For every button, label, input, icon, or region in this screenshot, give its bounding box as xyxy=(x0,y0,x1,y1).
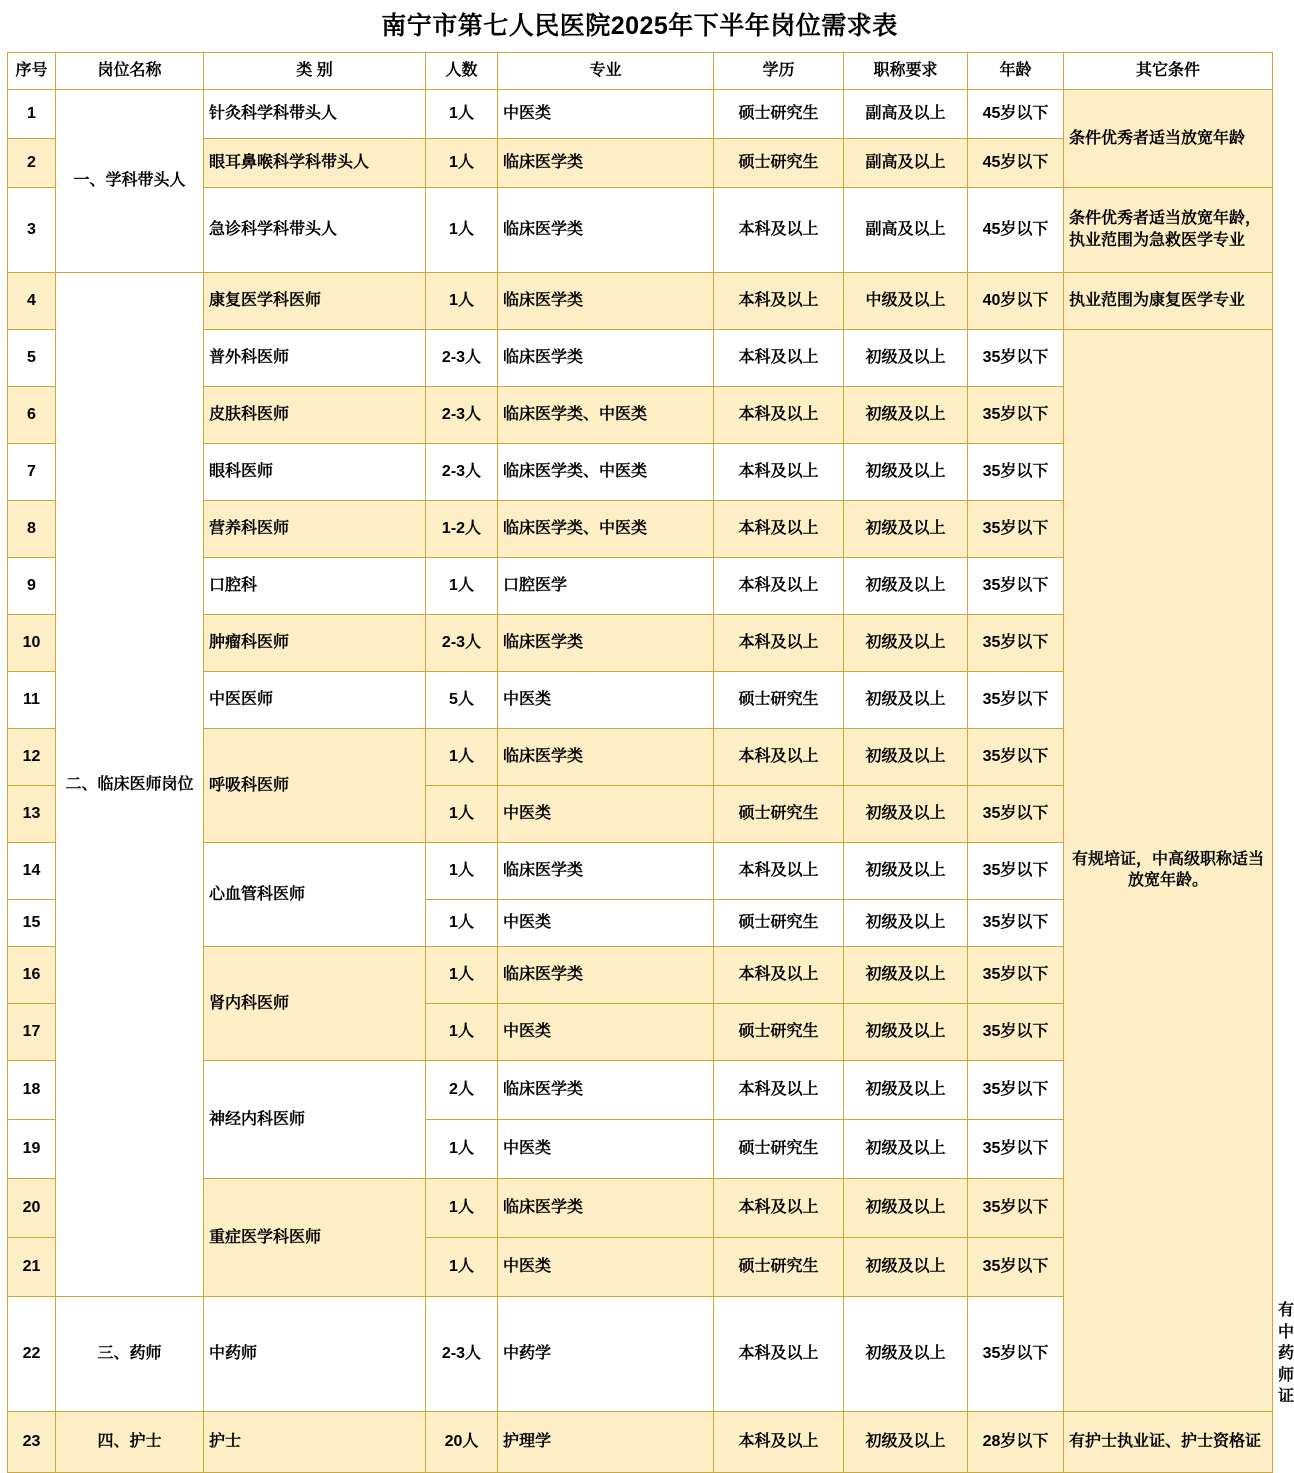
cell-other-condition: 有规培证，中高级职称适当放宽年龄。 xyxy=(1064,330,1273,1412)
cell-major: 中医类 xyxy=(498,900,714,947)
cell-other-condition: 有护士执业证、护士资格证 xyxy=(1064,1411,1273,1472)
cell-age: 35岁以下 xyxy=(968,729,1064,786)
cell-age: 35岁以下 xyxy=(968,900,1064,947)
cell-age: 35岁以下 xyxy=(968,615,1064,672)
cell-major: 中药学 xyxy=(498,1297,714,1412)
cell-age: 35岁以下 xyxy=(968,1120,1064,1179)
cell-no: 1 xyxy=(8,90,56,139)
cell-education: 本科及以上 xyxy=(714,1061,844,1120)
cell-age: 35岁以下 xyxy=(968,330,1064,387)
cell-education: 硕士研究生 xyxy=(714,672,844,729)
cell-no: 23 xyxy=(8,1411,56,1472)
cell-age: 35岁以下 xyxy=(968,1061,1064,1120)
cell-no: 5 xyxy=(8,330,56,387)
cell-count: 1人 xyxy=(426,1004,498,1061)
table-header xyxy=(8,53,1273,90)
cell-category: 肿瘤科医师 xyxy=(204,615,426,672)
cell-education: 本科及以上 xyxy=(714,558,844,615)
cell-major: 中医类 xyxy=(498,1004,714,1061)
cell-count: 2-3人 xyxy=(426,330,498,387)
cell-title-requirement: 初级及以上 xyxy=(844,1411,968,1472)
cell-count: 1人 xyxy=(426,900,498,947)
cell-age: 35岁以下 xyxy=(968,672,1064,729)
cell-count: 1人 xyxy=(426,947,498,1004)
cell-title-requirement: 初级及以上 xyxy=(844,729,968,786)
cell-education: 硕士研究生 xyxy=(714,1120,844,1179)
cell-education: 硕士研究生 xyxy=(714,900,844,947)
cell-count: 2人 xyxy=(426,1061,498,1120)
header-count: 人数 xyxy=(426,53,498,90)
cell-education: 本科及以上 xyxy=(714,1179,844,1238)
cell-category: 中医医师 xyxy=(204,672,426,729)
cell-title-requirement: 初级及以上 xyxy=(844,1238,968,1297)
cell-title-requirement: 初级及以上 xyxy=(844,1297,968,1412)
cell-major: 中医类 xyxy=(498,1120,714,1179)
cell-major: 临床医学类 xyxy=(498,139,714,188)
cell-age: 35岁以下 xyxy=(968,1238,1064,1297)
cell-title-requirement: 初级及以上 xyxy=(844,444,968,501)
cell-category: 眼耳鼻喉科学科带头人 xyxy=(204,139,426,188)
cell-category: 中药师 xyxy=(204,1297,426,1412)
cell-education: 本科及以上 xyxy=(714,1297,844,1412)
cell-no: 13 xyxy=(8,786,56,843)
table-row xyxy=(8,1411,1273,1472)
cell-major: 口腔医学 xyxy=(498,558,714,615)
cell-count: 1人 xyxy=(426,729,498,786)
cell-education: 本科及以上 xyxy=(714,729,844,786)
cell-no: 22 xyxy=(8,1297,56,1412)
cell-other-condition: 条件优秀者适当放宽年龄 xyxy=(1064,90,1273,188)
cell-count: 1人 xyxy=(426,786,498,843)
cell-count: 1人 xyxy=(426,90,498,139)
cell-major: 护理学 xyxy=(498,1411,714,1472)
cell-education: 硕士研究生 xyxy=(714,139,844,188)
cell-no: 21 xyxy=(8,1238,56,1297)
page-title: 南宁市第七人民医院2025年下半年岗位需求表 xyxy=(381,12,898,40)
cell-education: 本科及以上 xyxy=(714,501,844,558)
header-title-requirement: 职称要求 xyxy=(844,53,968,90)
cell-age: 35岁以下 xyxy=(968,1004,1064,1061)
cell-count: 20人 xyxy=(426,1411,498,1472)
table-row xyxy=(8,273,1273,330)
cell-major: 临床医学类 xyxy=(498,729,714,786)
cell-title-requirement: 副高及以上 xyxy=(844,139,968,188)
cell-education: 硕士研究生 xyxy=(714,786,844,843)
cell-no: 19 xyxy=(8,1120,56,1179)
cell-title-requirement: 初级及以上 xyxy=(844,1004,968,1061)
cell-age: 35岁以下 xyxy=(968,1179,1064,1238)
cell-no: 18 xyxy=(8,1061,56,1120)
cell-category: 口腔科 xyxy=(204,558,426,615)
cell-count: 1人 xyxy=(426,1120,498,1179)
cell-education: 硕士研究生 xyxy=(714,1004,844,1061)
cell-category: 呼吸科医师 xyxy=(204,729,426,843)
group-label-3: 三、药师 xyxy=(56,1297,204,1412)
cell-count: 5人 xyxy=(426,672,498,729)
cell-category: 心血管科医师 xyxy=(204,843,426,947)
cell-no: 4 xyxy=(8,273,56,330)
cell-category: 皮肤科医师 xyxy=(204,387,426,444)
cell-major: 临床医学类 xyxy=(498,1061,714,1120)
cell-major: 临床医学类 xyxy=(498,615,714,672)
cell-no: 16 xyxy=(8,947,56,1004)
cell-major: 临床医学类 xyxy=(498,843,714,900)
cell-age: 35岁以下 xyxy=(968,1297,1064,1412)
cell-major: 中医类 xyxy=(498,90,714,139)
cell-title-requirement: 初级及以上 xyxy=(844,672,968,729)
cell-no: 20 xyxy=(8,1179,56,1238)
cell-category: 营养科医师 xyxy=(204,501,426,558)
cell-title-requirement: 初级及以上 xyxy=(844,1061,968,1120)
cell-title-requirement: 初级及以上 xyxy=(844,786,968,843)
cell-education: 本科及以上 xyxy=(714,273,844,330)
cell-education: 硕士研究生 xyxy=(714,90,844,139)
cell-no: 15 xyxy=(8,900,56,947)
cell-category: 肾内科医师 xyxy=(204,947,426,1061)
cell-no: 10 xyxy=(8,615,56,672)
cell-age: 35岁以下 xyxy=(968,786,1064,843)
cell-title-requirement: 初级及以上 xyxy=(844,615,968,672)
table-row xyxy=(8,90,1273,139)
cell-no: 14 xyxy=(8,843,56,900)
cell-major: 中医类 xyxy=(498,1238,714,1297)
cell-no: 17 xyxy=(8,1004,56,1061)
header-row xyxy=(8,53,1273,90)
cell-count: 2-3人 xyxy=(426,615,498,672)
cell-education: 本科及以上 xyxy=(714,188,844,273)
cell-major: 临床医学类 xyxy=(498,947,714,1004)
cell-major: 临床医学类、中医类 xyxy=(498,387,714,444)
cell-no: 11 xyxy=(8,672,56,729)
cell-count: 1人 xyxy=(426,1179,498,1238)
cell-count: 1人 xyxy=(426,139,498,188)
cell-category: 普外科医师 xyxy=(204,330,426,387)
cell-other-condition: 条件优秀者适当放宽年龄，执业范围为急救医学专业 xyxy=(1064,188,1273,273)
cell-age: 45岁以下 xyxy=(968,188,1064,273)
cell-count: 1人 xyxy=(426,558,498,615)
cell-education: 本科及以上 xyxy=(714,947,844,1004)
cell-count: 1人 xyxy=(426,1238,498,1297)
cell-no: 2 xyxy=(8,139,56,188)
cell-title-requirement: 副高及以上 xyxy=(844,90,968,139)
table-row: 22 三、药师 中药师 2-3人 中药学 本科及以上 初级及以上 35岁以下 有中药师证 xyxy=(8,1297,1273,1412)
cell-count: 2-3人 xyxy=(426,387,498,444)
header-post: 岗位名称 xyxy=(56,53,204,90)
group-label-4: 四、护士 xyxy=(56,1411,204,1472)
group-label-1: 一、学科带头人 xyxy=(56,90,204,273)
cell-major: 临床医学类 xyxy=(498,1179,714,1238)
cell-title-requirement: 初级及以上 xyxy=(844,1179,968,1238)
cell-category: 护士 xyxy=(204,1411,426,1472)
cell-age: 40岁以下 xyxy=(968,273,1064,330)
job-requirement-table xyxy=(7,52,1294,1473)
cell-title-requirement: 初级及以上 xyxy=(844,501,968,558)
cell-category: 重症医学科医师 xyxy=(204,1179,426,1297)
cell-major: 中医类 xyxy=(498,786,714,843)
cell-count: 1人 xyxy=(426,843,498,900)
cell-education: 本科及以上 xyxy=(714,387,844,444)
cell-education: 本科及以上 xyxy=(714,1411,844,1472)
cell-category: 针灸科学科带头人 xyxy=(204,90,426,139)
cell-title-requirement: 初级及以上 xyxy=(844,330,968,387)
header-major: 专业 xyxy=(498,53,714,90)
group-label-2: 二、临床医师岗位 xyxy=(56,273,204,1297)
cell-age: 35岁以下 xyxy=(968,558,1064,615)
cell-other-condition: 执业范围为康复医学专业 xyxy=(1064,273,1273,330)
cell-title-requirement: 中级及以上 xyxy=(844,273,968,330)
cell-education: 本科及以上 xyxy=(714,843,844,900)
table-body xyxy=(8,90,1294,1473)
cell-count: 1-2人 xyxy=(426,501,498,558)
cell-title-requirement: 副高及以上 xyxy=(844,188,968,273)
cell-education: 本科及以上 xyxy=(714,444,844,501)
cell-age: 35岁以下 xyxy=(968,387,1064,444)
cell-age: 45岁以下 xyxy=(968,90,1064,139)
cell-category: 康复医学科医师 xyxy=(204,273,426,330)
cell-major: 临床医学类 xyxy=(498,330,714,387)
cell-title-requirement: 初级及以上 xyxy=(844,947,968,1004)
cell-education: 本科及以上 xyxy=(714,615,844,672)
cell-title-requirement: 初级及以上 xyxy=(844,387,968,444)
cell-count: 1人 xyxy=(426,273,498,330)
cell-count: 2-3人 xyxy=(426,444,498,501)
header-other: 其它条件 xyxy=(1064,53,1273,90)
cell-title-requirement: 初级及以上 xyxy=(844,843,968,900)
cell-age: 35岁以下 xyxy=(968,947,1064,1004)
cell-major: 中医类 xyxy=(498,672,714,729)
cell-no: 8 xyxy=(8,501,56,558)
cell-no: 6 xyxy=(8,387,56,444)
cell-major: 临床医学类、中医类 xyxy=(498,444,714,501)
cell-no: 9 xyxy=(8,558,56,615)
header-education: 学历 xyxy=(714,53,844,90)
cell-major: 临床医学类 xyxy=(498,188,714,273)
cell-no: 12 xyxy=(8,729,56,786)
header-age: 年龄 xyxy=(968,53,1064,90)
cell-category: 神经内科医师 xyxy=(204,1061,426,1179)
cell-age: 35岁以下 xyxy=(968,501,1064,558)
cell-age: 28岁以下 xyxy=(968,1411,1064,1472)
cell-age: 35岁以下 xyxy=(968,843,1064,900)
cell-major: 临床医学类 xyxy=(498,273,714,330)
cell-category: 眼科医师 xyxy=(204,444,426,501)
cell-title-requirement: 初级及以上 xyxy=(844,1120,968,1179)
header-category: 类 别 xyxy=(204,53,426,90)
cell-major: 临床医学类、中医类 xyxy=(498,501,714,558)
cell-count: 2-3人 xyxy=(426,1297,498,1412)
cell-education: 本科及以上 xyxy=(714,330,844,387)
header-no: 序号 xyxy=(8,53,56,90)
cell-category: 急诊科学科带头人 xyxy=(204,188,426,273)
cell-count: 1人 xyxy=(426,188,498,273)
cell-age: 45岁以下 xyxy=(968,139,1064,188)
cell-age: 35岁以下 xyxy=(968,444,1064,501)
cell-education: 硕士研究生 xyxy=(714,1238,844,1297)
cell-title-requirement: 初级及以上 xyxy=(844,900,968,947)
cell-no: 7 xyxy=(8,444,56,501)
cell-title-requirement: 初级及以上 xyxy=(844,558,968,615)
cell-no: 3 xyxy=(8,188,56,273)
